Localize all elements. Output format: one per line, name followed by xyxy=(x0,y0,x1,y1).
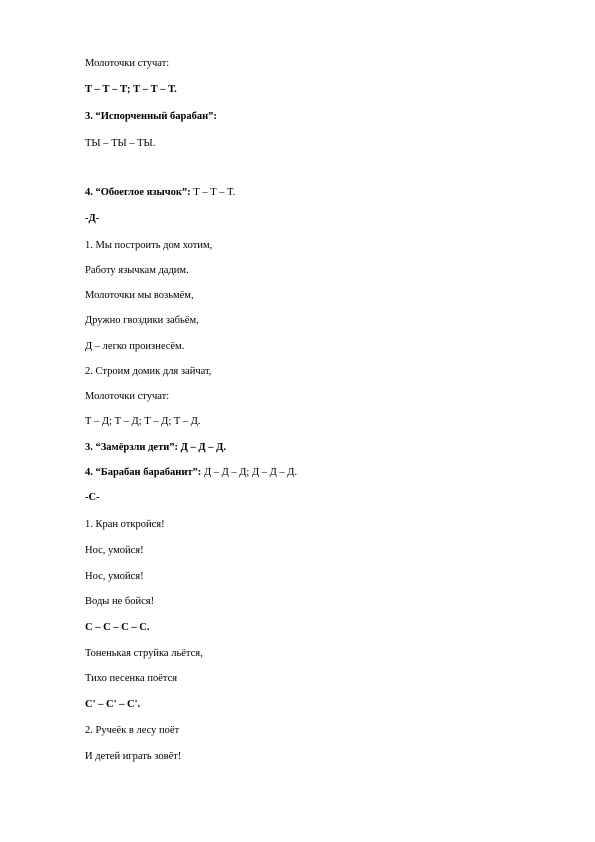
text-line-3: 3. “Испорченный барабан”: xyxy=(85,111,217,122)
text-line-1: Молоточки стучат: xyxy=(85,58,170,69)
text-line-19: Нос, умойся! xyxy=(85,545,144,556)
text-line-8: Работу язычкам дадим. xyxy=(85,265,189,276)
text-line-16-bold: 4. “Барабан барабанит”: xyxy=(85,467,202,478)
text-line-5-bold: 4. “Обоеглое язычок”: xyxy=(85,187,191,198)
text-line-2: Т – Т – Т; Т – Т – Т. xyxy=(85,84,177,95)
text-line-15: 3. “Замёрзли дети”: Д – Д – Д. xyxy=(85,442,226,453)
text-line-5-rest: Т – Т – Т. xyxy=(190,187,236,198)
text-line-4: ТЫ – ТЫ – ТЫ. xyxy=(85,138,156,149)
text-line-27: И детей играть зовёт! xyxy=(85,751,182,762)
text-line-23: Тоненькая струйка льётся, xyxy=(85,648,203,659)
text-line-16-rest: Д – Д – Д; Д – Д – Д. xyxy=(201,467,298,478)
text-line-20: Нос, умойся! xyxy=(85,571,144,582)
text-line-24: Тихо песенка поётся xyxy=(85,673,178,684)
text-line-18: 1. Кран откройся! xyxy=(85,519,165,530)
text-line-10: Дружно гвоздики забьём, xyxy=(85,315,199,326)
text-line-26: 2. Ручеёк в лесу поёт xyxy=(85,725,180,736)
text-line-16 xyxy=(85,467,297,479)
text-line-14: Т – Д; Т – Д; Т – Д; Т – Д. xyxy=(85,416,201,427)
text-line-7: 1. Мы построить дом хотим, xyxy=(85,240,213,251)
text-line-11: Д – легко произнесём. xyxy=(85,341,185,352)
section-heading-s: -С- xyxy=(85,492,100,503)
section-heading-d: -Д- xyxy=(85,213,100,224)
text-line-21: Воды не бойся! xyxy=(85,596,155,607)
text-line-25: С' – С' – С'. xyxy=(85,699,141,710)
text-line-5 xyxy=(85,187,235,199)
text-line-12: 2. Строим домик для зайчат, xyxy=(85,366,212,377)
text-line-22: С – С – С – С. xyxy=(85,622,150,633)
text-line-9: Молоточки мы возьмём, xyxy=(85,290,194,301)
text-line-13: Молоточки стучат: xyxy=(85,391,170,402)
